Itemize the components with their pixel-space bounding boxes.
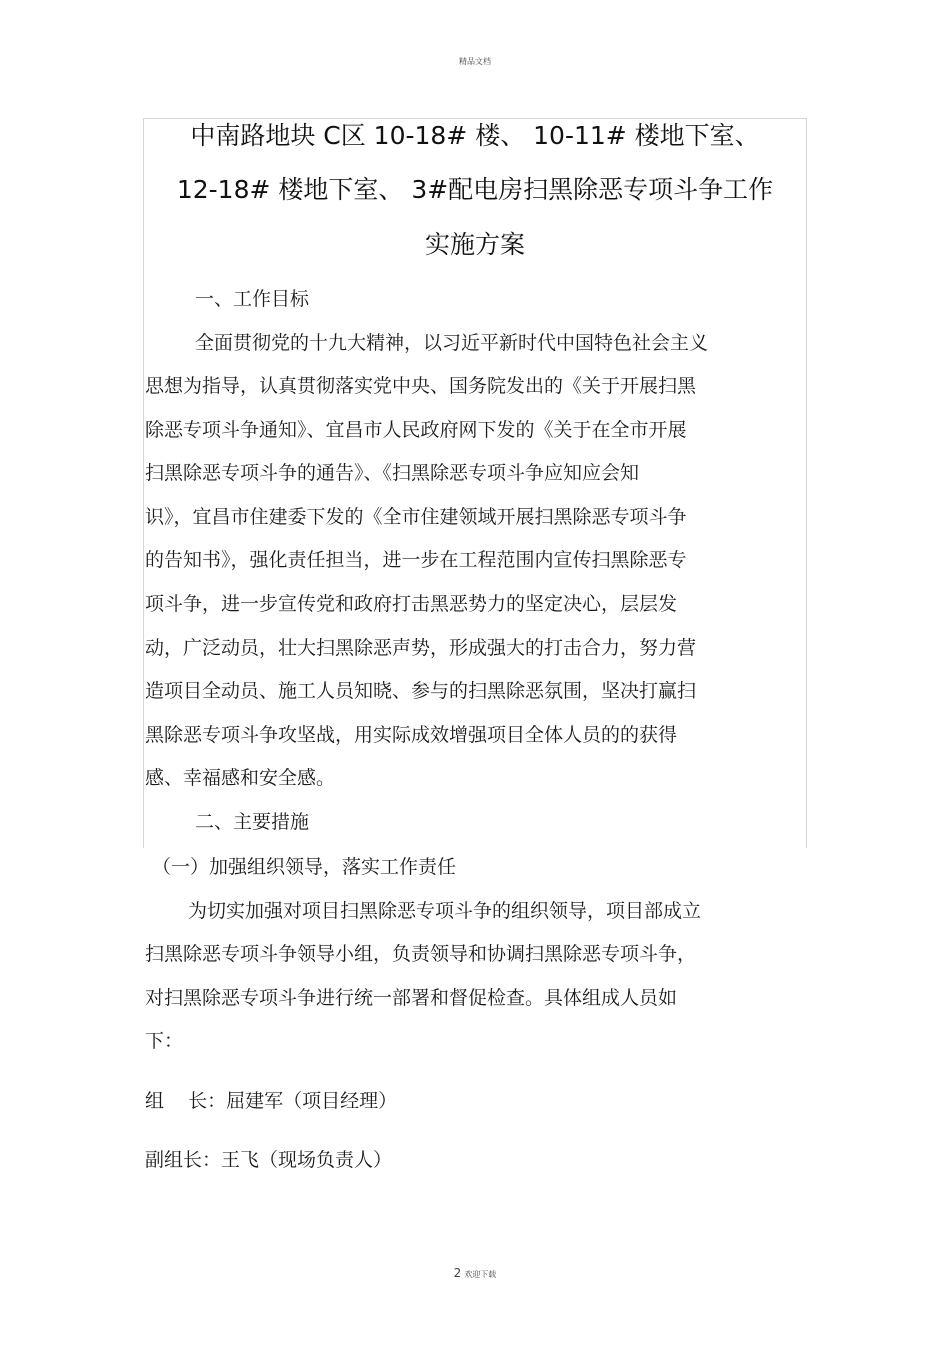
paragraph-line: 识》，宜昌市住建委下发的《全市住建领域开展扫黑除恶专项斗争	[145, 506, 687, 528]
paragraph-line: 动，广泛动员，壮大扫黑除恶声势，形成强大的打击合力，努力营	[145, 637, 697, 659]
paragraph-line: 的告知书》，强化责任担当，进一步在工程范围内宣传扫黑除恶专	[145, 549, 687, 571]
paragraph-line: 感、幸福感和安全感。	[145, 767, 336, 789]
member-deputy-leader: 副组长：王飞（现场负责人）	[145, 1149, 393, 1171]
paragraph-line: 对扫黑除恶专项斗争进行统一部署和督促检查。具体组成人员如	[145, 987, 678, 1009]
subsection-heading: （一）加强组织领导，落实工作责任	[152, 856, 457, 878]
paragraph-line: 全面贯彻党的十九大精神，以习近平新时代中国特色社会主义	[195, 332, 709, 354]
section-heading-goals: 一、工作目标	[195, 288, 310, 310]
frame-left-border	[143, 118, 144, 848]
frame-right-border	[806, 118, 807, 848]
page-number: 2	[453, 1266, 462, 1280]
footer-text: 欢迎下载	[464, 1270, 497, 1279]
paragraph-line: 黑除恶专项斗争攻坚战，用实际成效增强项目全体人员的的获得	[145, 724, 678, 746]
member-group-leader: 组 长：屈建军（项目经理）	[145, 1090, 398, 1112]
paragraph-line: 扫黑除恶专项斗争的通告》、《扫黑除恶专项斗争应知应会知	[145, 462, 640, 484]
frame-top-border	[143, 118, 807, 119]
section-heading-measures: 二、主要措施	[195, 811, 310, 833]
paragraph-line: 除恶专项斗争通知》、宜昌市人民政府网下发的《关于在全市开展	[145, 419, 687, 441]
document-title-line-2: 12-18# 楼地下室、 3#配电房扫黑除恶专项斗争工作	[176, 175, 774, 204]
paragraph-line: 项斗争，进一步宣传党和政府打击黑恶势力的坚定决心，层层发	[145, 593, 678, 615]
paragraph-line: 造项目全动员、施工人员知晓、参与的扫黑除恶氛围，坚决打赢扫	[145, 680, 697, 702]
document-title-line-3: 实施方案	[424, 230, 525, 259]
paragraph-line: 思想为指导，认真贯彻落实党中央、国务院发出的《关于开展扫黑	[145, 375, 697, 397]
document-title-line-1: 中南路地块 C区 10-18# 楼、 10-11# 楼地下室、	[190, 121, 760, 150]
header-watermark: 精品文档	[459, 57, 491, 66]
page-footer	[0, 1266, 950, 1280]
paragraph-line: 下：	[145, 1030, 184, 1052]
paragraph-line: 为切实加强对项目扫黑除恶专项斗争的组织领导，项目部成立	[188, 900, 702, 922]
paragraph-line: 扫黑除恶专项斗争领导小组，负责领导和协调扫黑除恶专项斗争，	[145, 943, 697, 965]
